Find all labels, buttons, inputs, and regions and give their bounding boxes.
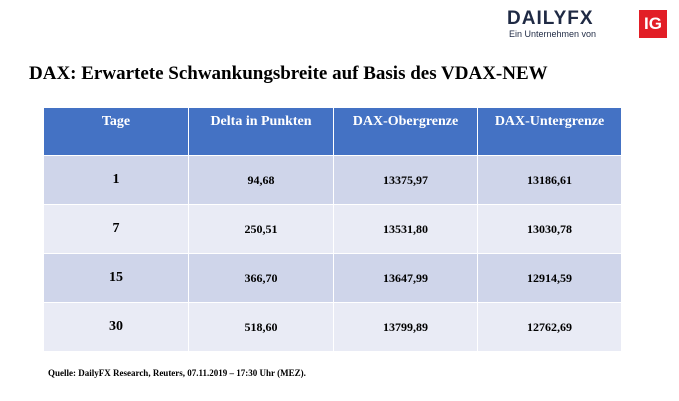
logo-daily: DAILY <box>507 8 568 29</box>
cell-untergrenze: 13186,61 <box>478 156 622 205</box>
cell-tage: 30 <box>44 303 189 352</box>
table-row <box>44 303 622 352</box>
header-tage: Tage <box>44 108 189 156</box>
cell-tage: 1 <box>44 156 189 205</box>
cell-obergrenze: 13647,99 <box>334 254 478 303</box>
header-delta: Delta in Punkten <box>189 108 334 156</box>
cell-tage: 15 <box>44 254 189 303</box>
volatility-table <box>43 107 622 352</box>
cell-obergrenze: 13375,97 <box>334 156 478 205</box>
logo-fx: FX <box>567 8 594 29</box>
ig-logo-icon: IG <box>639 10 667 38</box>
cell-delta: 366,70 <box>189 254 334 303</box>
page-title: DAX: Erwartete Schwankungsbreite auf Basis des VDAX-NEW <box>29 63 548 84</box>
table-header-row <box>44 108 622 156</box>
cell-delta: 94,68 <box>189 156 334 205</box>
cell-obergrenze: 13799,89 <box>334 303 478 352</box>
cell-delta: 250,51 <box>189 205 334 254</box>
table-row <box>44 205 622 254</box>
cell-delta: 518,60 <box>189 303 334 352</box>
table-row <box>44 156 622 205</box>
dailyfx-logo <box>507 8 667 44</box>
cell-tage: 7 <box>44 205 189 254</box>
logo-tagline: Ein Unternehmen von <box>509 29 597 39</box>
cell-untergrenze: 13030,78 <box>478 205 622 254</box>
header-untergrenze: DAX-Untergrenze <box>478 108 622 156</box>
logo-wordmark <box>507 8 594 30</box>
cell-untergrenze: 12762,69 <box>478 303 622 352</box>
source-note: Quelle: DailyFX Research, Reuters, 07.11.2019 – 17:30 Uhr (MEZ). <box>48 368 306 378</box>
cell-untergrenze: 12914,59 <box>478 254 622 303</box>
table-row <box>44 254 622 303</box>
header-obergrenze: DAX-Obergrenze <box>334 108 478 156</box>
cell-obergrenze: 13531,80 <box>334 205 478 254</box>
